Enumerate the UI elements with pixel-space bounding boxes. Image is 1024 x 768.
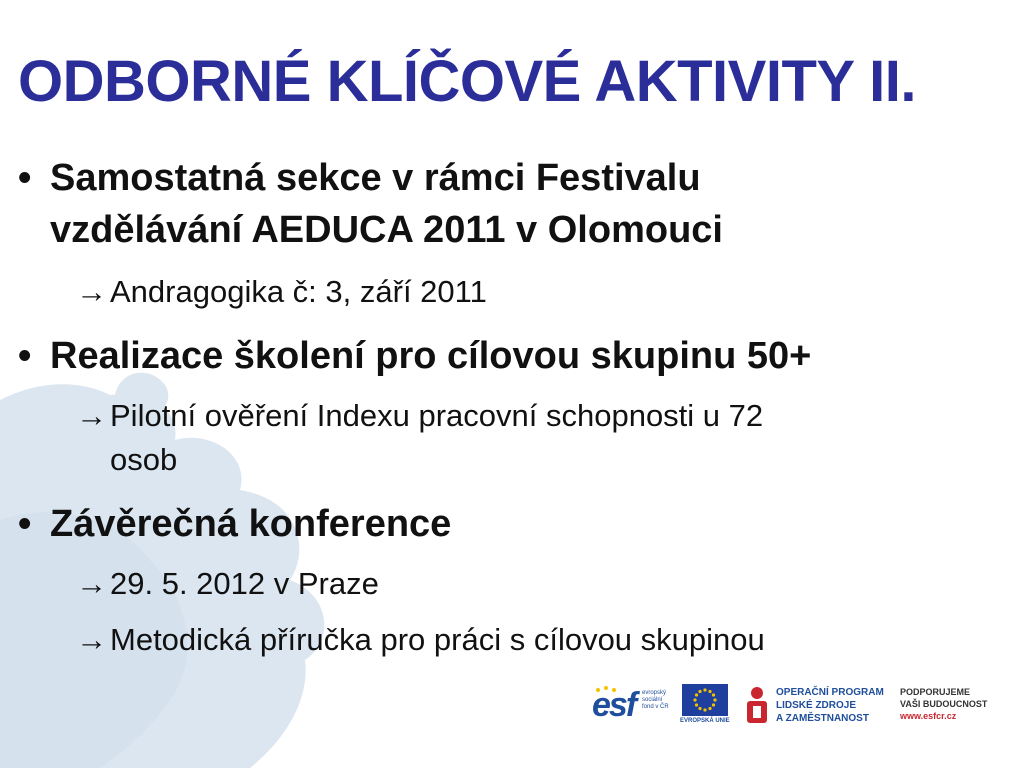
- bullet-text: Realizace školení pro cílovou skupinu 50+: [50, 335, 812, 377]
- sub-item-text: 29. 5. 2012 v Praze: [110, 566, 379, 601]
- sub-item-text: Pilotní ověření Indexu pracovní schopnosti u 72: [110, 398, 764, 433]
- right-arrow-icon: →: [76, 274, 107, 309]
- sub-item: [76, 270, 487, 314]
- esf-caption: [642, 690, 682, 711]
- bullet-text: vzdělávání AEDUCA 2011 v Olomouci: [50, 209, 723, 251]
- op-lzz-text: [776, 686, 884, 725]
- right-arrow-icon: →: [76, 622, 107, 657]
- esf-caption-line: fond v ČR: [642, 704, 669, 710]
- bullet-icon: •: [18, 157, 32, 199]
- op-lzz-line: A ZAMĚSTNANOST: [776, 713, 869, 724]
- support-text-block: [900, 686, 1010, 722]
- sub-item-text: Metodická příručka pro práci s cílovou skupinou: [110, 622, 765, 657]
- sub-item-text: osob: [110, 442, 178, 477]
- esf-logo-text: esf: [592, 686, 636, 724]
- bullet-text: Samostatná sekce v rámci Festivalu: [50, 157, 701, 199]
- support-url: www.esfcr.cz: [900, 711, 957, 721]
- sub-item: [76, 562, 379, 606]
- bullet-item: [18, 330, 812, 382]
- sub-item: [76, 394, 763, 482]
- eu-flag-icon: [682, 684, 728, 716]
- sub-item-text: Andragogika č: 3, září 2011: [110, 274, 487, 309]
- right-arrow-icon: →: [76, 566, 107, 601]
- op-lzz-logo: [744, 684, 894, 732]
- bullet-item: [18, 498, 452, 550]
- op-lzz-line: OPERAČNÍ PROGRAM: [776, 687, 884, 698]
- bullet-text: Závěrečná konference: [50, 503, 452, 545]
- sub-item: [76, 618, 765, 662]
- esf-logo: [592, 684, 672, 728]
- esf-caption-line: evropský: [642, 690, 667, 696]
- support-line: PODPORUJEME: [900, 687, 971, 697]
- esf-caption-line: sociální: [642, 697, 663, 703]
- person-icon: [744, 686, 770, 726]
- eu-caption: EVROPSKÁ UNIE: [680, 718, 730, 724]
- right-arrow-icon: →: [76, 398, 107, 433]
- bullet-icon: •: [18, 503, 32, 545]
- bullet-icon: •: [18, 335, 32, 377]
- eu-logo: [680, 684, 730, 728]
- bullet-item: [18, 152, 723, 256]
- support-line: VAŠI BUDOUCNOST: [900, 699, 988, 709]
- op-lzz-line: LIDSKÉ ZDROJE: [776, 700, 857, 711]
- slide-title: ODBORNÉ KLÍČOVÉ AKTIVITY II.: [18, 49, 916, 114]
- footer-logos: [592, 684, 1012, 732]
